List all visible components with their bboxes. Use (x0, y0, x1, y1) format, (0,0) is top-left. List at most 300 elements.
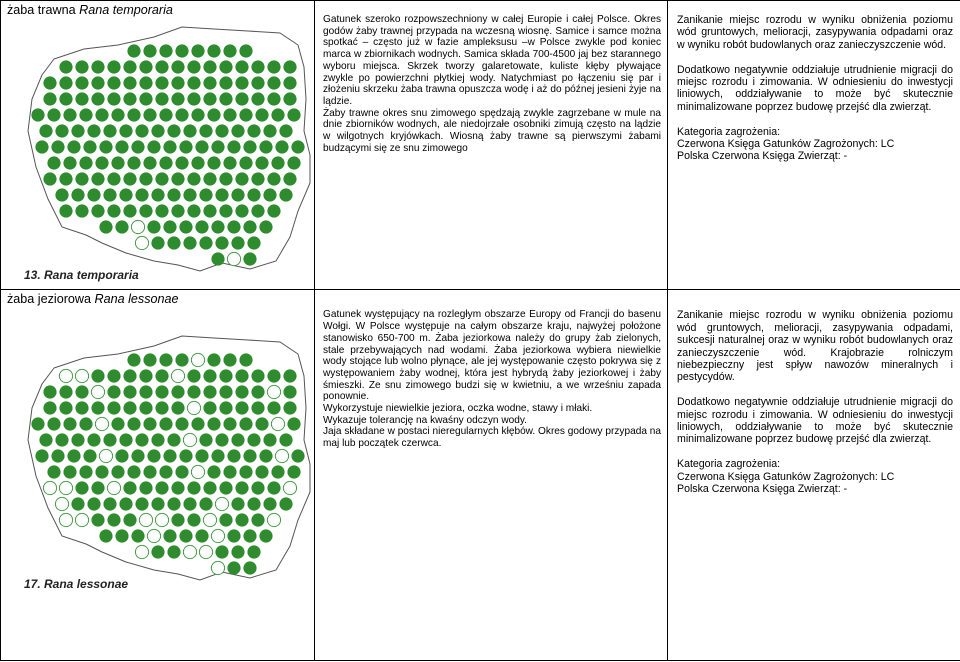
description-paragraph: Jaja składane w postaci nieregularnych kłębów. Okres godowy przypada na maj lub początek czerwca. (323, 426, 661, 450)
threats-cell (668, 1, 960, 290)
map-dot (203, 76, 216, 89)
map-dot (63, 465, 76, 478)
map-dot (55, 124, 68, 137)
map-dot (143, 417, 156, 430)
map-dot-empty (211, 529, 224, 542)
map-dot (259, 140, 272, 153)
map-dot (139, 172, 152, 185)
map-dot (211, 252, 224, 265)
map-dot (127, 465, 140, 478)
map-dot (231, 545, 244, 558)
map-dot (279, 433, 292, 446)
map-dot (171, 513, 184, 526)
map-dot (251, 369, 264, 382)
map-dot (215, 433, 228, 446)
map-dot (199, 236, 212, 249)
category-title: Kategoria zagrożenia: (677, 458, 781, 471)
map-dot (151, 124, 164, 137)
species-threats (677, 309, 953, 495)
map-dot (103, 433, 116, 446)
map-dot (75, 481, 88, 494)
map-dot-empty (91, 385, 104, 398)
map-dot (155, 204, 168, 217)
map-dot (139, 385, 152, 398)
map-dot (163, 140, 176, 153)
map-dot (171, 204, 184, 217)
map-dot-empty (59, 481, 72, 494)
map-dot (187, 369, 200, 382)
map-dot (235, 401, 248, 414)
map-dot (187, 481, 200, 494)
map-dot (235, 172, 248, 185)
map-dot (219, 76, 232, 89)
map-dot (171, 92, 184, 105)
map-dot (135, 433, 148, 446)
map-dot-empty (203, 513, 216, 526)
map-dot (151, 497, 164, 510)
map-dot-empty (183, 545, 196, 558)
map-dot (43, 92, 56, 105)
map-dot (155, 60, 168, 73)
map-dot (123, 172, 136, 185)
map-dot (111, 108, 124, 121)
map-dot (183, 188, 196, 201)
map-dot (175, 465, 188, 478)
map-dot (139, 60, 152, 73)
map-dot (91, 481, 104, 494)
map-dot (291, 449, 304, 462)
map-dot (99, 529, 112, 542)
map-dot (83, 140, 96, 153)
map-dot (107, 204, 120, 217)
map-dot (127, 156, 140, 169)
map-dot (215, 236, 228, 249)
map-dot (215, 188, 228, 201)
map-dot (227, 140, 240, 153)
map-dot (267, 401, 280, 414)
map-dot (75, 76, 88, 89)
map-dot (207, 465, 220, 478)
map-dot (159, 465, 172, 478)
map-dot-empty (171, 369, 184, 382)
map-dot (191, 108, 204, 121)
map-dot (59, 385, 72, 398)
map-dot (199, 188, 212, 201)
map-dot (79, 108, 92, 121)
map-dot (87, 188, 100, 201)
map-dot (47, 465, 60, 478)
description-paragraph: Gatunek szeroko rozpowszechniony w całej Europie i całej Polsce. Okres godów żaby trawnej przypada na wczesną wiosnę. Samice i samce można spotkać – często już w fazie ampleksusu –w Polsce zwykle pod koniec marca w zbiornikach wodnych. Samica składa 700-4500 jaj bez starannego wyboru miejsca. Skrzek tworzy galaretowate, kuliste kłęby pływające zwykle po powierzchni płytkiej wody. Natychmiast po łączeniu się par i złożeniu skrzeku żaba trawna opuszcza wodę i aż do późnej jesieni żyje na lądzie. (323, 14, 661, 107)
map-dot (199, 433, 212, 446)
map-dot (171, 401, 184, 414)
map-dot (171, 481, 184, 494)
map-dot (183, 124, 196, 137)
map-dot (79, 417, 92, 430)
map-dot (131, 140, 144, 153)
map-dot (91, 60, 104, 73)
map-dot (63, 108, 76, 121)
map-dot (239, 417, 252, 430)
map-dot-empty (183, 433, 196, 446)
map-dot (191, 417, 204, 430)
map-dot (279, 188, 292, 201)
map-dot (179, 449, 192, 462)
map-dot (75, 60, 88, 73)
map-dot (179, 529, 192, 542)
map-dot (103, 124, 116, 137)
map-dot (219, 60, 232, 73)
threats-paragraph: Zanikanie miejsc rozrodu w wyniku obniżenia poziomu wód gruntowych, melioracji, zasypywania odpadami, sukcesji naturalnej oraz w wyniku robót budowlanych oraz zanieczyszczenie wód. Krajobrazie rolniczym niebezpieczny jest spływ nawozów mineralnych i pestycydów. (677, 309, 953, 384)
map-dot (47, 417, 60, 430)
map-dot-empty (147, 529, 160, 542)
map-dot (127, 417, 140, 430)
map-dot (175, 156, 188, 169)
map-dot (247, 497, 260, 510)
map-dot (139, 481, 152, 494)
map-dot (111, 156, 124, 169)
map-dot (191, 156, 204, 169)
species-name-pl: żaba jeziorowa (7, 292, 92, 307)
map-dot (227, 449, 240, 462)
threats-paragraph: Dodatkowo negatywnie oddziałuje utrudnienie migracji do miejsc rozrodu i zimowania. W odniesieniu do inwestycji liniowych, oddziaływanie to może być skutecznie minimalizowane poprzez budowę przejść dla zwierząt. (677, 396, 953, 446)
map-dot (203, 172, 216, 185)
map-dot (203, 401, 216, 414)
map-dot (219, 385, 232, 398)
map-dot (67, 449, 80, 462)
map-dot (39, 433, 52, 446)
map-dot (111, 417, 124, 430)
map-dot (139, 369, 152, 382)
category-title: Kategoria zagrożenia: (677, 125, 781, 138)
map-dot (59, 60, 72, 73)
map-dot (215, 545, 228, 558)
map-dot (83, 449, 96, 462)
map-dot (267, 76, 280, 89)
map-dot (127, 353, 140, 366)
map-dot (223, 156, 236, 169)
map-dot (167, 545, 180, 558)
description-paragraph: Wykazuje tolerancję na kwaśny odczyn wody. (323, 414, 527, 426)
map-dot (43, 172, 56, 185)
map-dot (283, 60, 296, 73)
map-dot (71, 497, 84, 510)
map-dot (203, 60, 216, 73)
map-dot (31, 108, 44, 121)
map-dot (287, 156, 300, 169)
map-dot (203, 92, 216, 105)
map-dot (223, 44, 236, 57)
map-dot (207, 108, 220, 121)
map-dot (251, 204, 264, 217)
map-dot (187, 172, 200, 185)
map-dot (187, 60, 200, 73)
map-dot (175, 44, 188, 57)
map-dot (75, 172, 88, 185)
map-dot (107, 385, 120, 398)
map-dot (59, 172, 72, 185)
map-dot (223, 465, 236, 478)
map-dot (243, 449, 256, 462)
category-line: Polska Czerwona Księga Zwierząt: - (677, 150, 848, 163)
map-dot (239, 465, 252, 478)
map-dot (235, 513, 248, 526)
map-dot (167, 124, 180, 137)
map-dot (103, 188, 116, 201)
map-dot (155, 385, 168, 398)
map-dot (47, 156, 60, 169)
map-dot (183, 236, 196, 249)
map-dot (283, 76, 296, 89)
threats-paragraph: Dodatkowo negatywnie oddziałuje utrudnienie migracji do miejsc rozrodu i zimowania. W odniesieniu do inwestycji liniowych, oddziaływanie to może być skutecznie minimalizowane poprzez budowę przejść dla zwierząt. (677, 63, 953, 113)
map-dot (167, 188, 180, 201)
map-dot (159, 353, 172, 366)
map-dot (167, 497, 180, 510)
map-dot-empty (95, 417, 108, 430)
map-dot (151, 188, 164, 201)
map-dot (275, 140, 288, 153)
map-dot (123, 204, 136, 217)
map-dot (155, 369, 168, 382)
map-dot (227, 529, 240, 542)
map-dot (219, 369, 232, 382)
map-dot (111, 465, 124, 478)
map-dot-empty (43, 481, 56, 494)
map-dot (203, 385, 216, 398)
map-dot (59, 76, 72, 89)
map-dot (283, 385, 296, 398)
map-dot (43, 385, 56, 398)
map-dot-empty (135, 236, 148, 249)
map-dot-empty (59, 513, 72, 526)
map-dot (167, 433, 180, 446)
map-dot (207, 156, 220, 169)
map-dot-empty (139, 513, 152, 526)
map-dot (143, 156, 156, 169)
map-dot (163, 529, 176, 542)
map-dot (219, 401, 232, 414)
map-dot (235, 92, 248, 105)
map-dot (251, 401, 264, 414)
map-dot (175, 353, 188, 366)
map-dot (211, 220, 224, 233)
map-dot (147, 449, 160, 462)
map-dot (171, 385, 184, 398)
map-dot (135, 497, 148, 510)
map-dot (115, 529, 128, 542)
map-dot (203, 481, 216, 494)
map-dot (219, 172, 232, 185)
map-dot (71, 124, 84, 137)
map-dot (75, 385, 88, 398)
map-caption: 17. Rana lessonae (24, 577, 129, 591)
map-dot (35, 140, 48, 153)
map-dot (251, 60, 264, 73)
map-dot (247, 124, 260, 137)
map-dot (207, 44, 220, 57)
map-dot (139, 204, 152, 217)
map-dot (151, 433, 164, 446)
map-dot (255, 417, 268, 430)
distribution-map (14, 15, 314, 287)
map-dot (195, 449, 208, 462)
map-dot (183, 497, 196, 510)
map-dot (107, 513, 120, 526)
map-dot-empty (187, 401, 200, 414)
map-dot (263, 124, 276, 137)
map-dot (267, 60, 280, 73)
map-dot (283, 369, 296, 382)
map-dot-empty (131, 220, 144, 233)
map-dot (139, 92, 152, 105)
map-dot (187, 513, 200, 526)
map-dot-empty (55, 497, 68, 510)
map-dot-empty (191, 353, 204, 366)
map-dot (71, 188, 84, 201)
map-dot (251, 481, 264, 494)
map-dot (43, 76, 56, 89)
map-dot (191, 44, 204, 57)
map-dot (123, 92, 136, 105)
map-dot (195, 529, 208, 542)
map-dot (139, 76, 152, 89)
map-dot (187, 76, 200, 89)
map-dot (171, 172, 184, 185)
map-dot (187, 92, 200, 105)
map-dot (63, 156, 76, 169)
map-dot (243, 529, 256, 542)
map-dot (187, 385, 200, 398)
map-dot-empty (107, 481, 120, 494)
map-dot (75, 401, 88, 414)
map-dot (107, 60, 120, 73)
map-dot (107, 76, 120, 89)
category-line: Polska Czerwona Księga Zwierząt: - (677, 483, 848, 496)
map-dot (227, 561, 240, 574)
map-dot (163, 449, 176, 462)
map-dot (75, 92, 88, 105)
map-dot (235, 369, 248, 382)
map-dot (231, 236, 244, 249)
species-name-latin: Rana temporaria (79, 3, 173, 17)
map-dot (187, 204, 200, 217)
map-dot (103, 497, 116, 510)
distribution-map (14, 324, 314, 596)
map-dot (135, 124, 148, 137)
map-dot (91, 401, 104, 414)
map-dot (235, 60, 248, 73)
map-dot (91, 369, 104, 382)
map-dot (95, 108, 108, 121)
map-dot (263, 497, 276, 510)
map-dot (91, 76, 104, 89)
map-dot (251, 76, 264, 89)
map-dot (243, 140, 256, 153)
species-description (323, 14, 661, 154)
map-dot (175, 108, 188, 121)
map-dot (107, 172, 120, 185)
category-line: Czerwona Księga Gatunków Zagrożonych: LC (677, 470, 895, 483)
map-dot (75, 204, 88, 217)
map-dot-empty (135, 545, 148, 558)
species-threats (677, 14, 953, 163)
map-dot-empty (75, 369, 88, 382)
map-dot (195, 140, 208, 153)
map-dot (91, 204, 104, 217)
map-dot (231, 124, 244, 137)
map-dot (243, 252, 256, 265)
map-dot-empty (59, 369, 72, 382)
map-dot (243, 561, 256, 574)
species-description (323, 309, 661, 449)
map-dot (179, 140, 192, 153)
map-dot (87, 433, 100, 446)
map-dot (287, 417, 300, 430)
map-dot (147, 140, 160, 153)
map-dot (271, 108, 284, 121)
species-name-pl: żaba trawna (7, 3, 76, 17)
distribution-dots (31, 44, 304, 265)
map-caption: 13. Rana temporaria (24, 268, 139, 282)
map-dot (247, 545, 260, 558)
map-dot (99, 140, 112, 153)
map-dot (167, 236, 180, 249)
map-dot (171, 60, 184, 73)
species-name-latin: Rana lessonae (94, 292, 179, 307)
map-dot (123, 401, 136, 414)
map-dot (123, 369, 136, 382)
map-dot-empty (211, 561, 224, 574)
map-dot (59, 204, 72, 217)
map-dot (51, 449, 64, 462)
map-dot (235, 76, 248, 89)
distribution-dots (31, 353, 304, 574)
map-dot (235, 481, 248, 494)
description-cell (315, 290, 668, 661)
map-dot (279, 124, 292, 137)
map-dot (159, 417, 172, 430)
map-dot (211, 449, 224, 462)
map-dot (223, 108, 236, 121)
map-dot (155, 92, 168, 105)
threats-cell (668, 290, 960, 661)
map-dot (119, 433, 132, 446)
description-paragraph: Żaby trawne okres snu zimowego spędzają zwykle zagrzebane w mule na dnie zbiorników wodnych, ale niedojrzałe osobniki zimują często na lądzie w wilgotnych kryjówkach. Wiosną żaby trawne są pierwszymi żabami budzącymi się ze snu zimowego (323, 107, 661, 154)
map-dot (59, 92, 72, 105)
description-cell (315, 1, 668, 290)
map-dot (155, 401, 168, 414)
threats-paragraph: Zanikanie miejsc rozrodu w wyniku obniżenia poziomu wód gruntowych, melioracji, zasypywania odpadami oraz w wyniku robót budowlanych oraz zanieczyszczenie wód. (677, 14, 953, 51)
map-dot (155, 481, 168, 494)
map-dot-empty (215, 497, 228, 510)
map-dot (151, 236, 164, 249)
map-dot (255, 465, 268, 478)
description-paragraph: Wykorzystuje niewielkie jeziora, oczka wodne, stawy i młaki. (323, 403, 593, 415)
map-dot (123, 481, 136, 494)
map-dot-empty (199, 545, 212, 558)
map-dot (155, 172, 168, 185)
map-dot (151, 545, 164, 558)
map-dot (283, 401, 296, 414)
map-dot (55, 433, 68, 446)
map-dot (143, 465, 156, 478)
map-dot (199, 124, 212, 137)
map-dot (199, 497, 212, 510)
map-dot-empty (155, 513, 168, 526)
category-line: Czerwona Księga Gatunków Zagrożonych: LC (677, 138, 895, 151)
description-paragraph: Gatunek występujący na rozległym obszarze Europy od Francji do basenu Wołgi. W Polsce występuje na całym obszarze kraju, najwyżej położone stanowisko 650-700 m. Żaba jeziorkowa należy do grupy żab zielonych, stale przebywających nad wodami. Żaba jeziorkowa wybiera niewielkie wody stojące lub wolno płynące, ale jej występowanie często pokrywa się z występowaniem żaby wodnej, która jest hybrydą żaby jeziorkowej i żaby śmieszki. Ze snu zimowego budzi się w kwietniu, a we wrześniu zapada ponownie. (323, 309, 661, 403)
map-dot (255, 156, 268, 169)
map-dot (87, 497, 100, 510)
